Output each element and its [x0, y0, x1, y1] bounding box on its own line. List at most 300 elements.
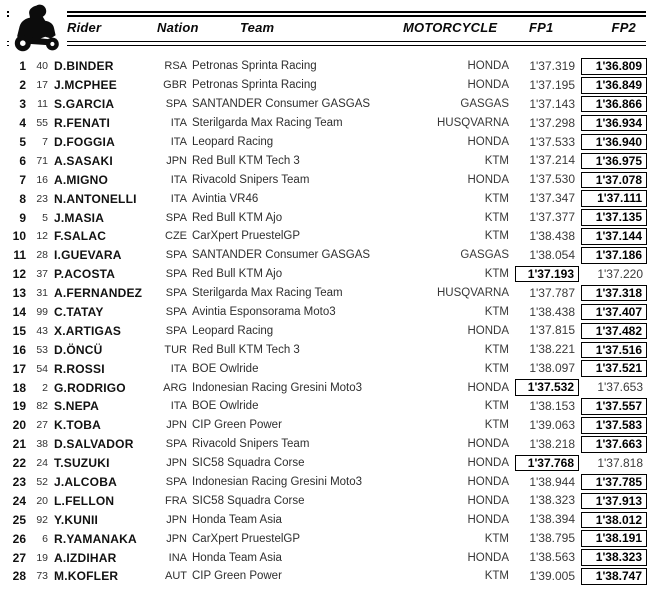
fp1-time-cell	[509, 78, 579, 93]
fp2-time-cell	[579, 568, 649, 585]
motorcycle-cell: HONDA	[467, 173, 509, 186]
nation-cell: JPN	[166, 154, 187, 167]
fp1-time: 1'37.533	[529, 134, 575, 149]
column-header-motorcycle: MOTORCYCLE	[403, 20, 498, 35]
rider-number-cell: 37	[36, 268, 48, 281]
fp1-time-cell	[509, 266, 579, 283]
rider-name-cell: R.ROSSI	[54, 361, 105, 376]
table-row	[2, 303, 649, 322]
rider-name-cell: I.GUEVARA	[54, 248, 122, 263]
position-cell: 12	[12, 267, 26, 282]
fp2-time: 1'37.818	[597, 455, 643, 470]
team-cell: Avintia VR46	[192, 192, 259, 205]
fp2-time-cell	[579, 380, 649, 395]
nation-cell: AUT	[165, 570, 187, 583]
motorcycle-cell: KTM	[484, 570, 509, 583]
rider-number-cell: 31	[36, 287, 48, 300]
rider-number-cell: 5	[42, 211, 48, 224]
nation-cell: RSA	[164, 60, 187, 73]
fp1-time: 1'38.438	[529, 228, 575, 243]
fp1-time: 1'39.063	[529, 417, 575, 432]
rider-number-cell: 53	[36, 343, 48, 356]
team-cell: Leopard Racing	[192, 324, 274, 337]
motorcycle-cell: HONDA	[467, 551, 509, 564]
team-cell: Indonesian Racing Gresini Moto3	[192, 476, 363, 489]
fp2-time-cell	[579, 417, 649, 434]
rider-name-cell: D.SALVADOR	[54, 437, 134, 452]
rider-name-cell: R.FENATI	[54, 116, 111, 131]
fp2-time: 1'38.191	[581, 530, 647, 547]
nation-cell: SPA	[165, 249, 187, 262]
fp2-time-cell	[579, 247, 649, 264]
table-row	[2, 510, 649, 529]
rider-name-cell: F.SALAC	[54, 229, 107, 244]
rider-name-cell: L.FELLON	[54, 493, 115, 508]
table-row	[2, 246, 649, 265]
rider-name-cell: S.NEPA	[54, 399, 99, 414]
header-rule	[7, 11, 646, 13]
nation-cell: JPN	[166, 513, 187, 526]
rider-name-cell: S.GARCIA	[54, 97, 115, 112]
fp1-time-cell	[509, 550, 579, 565]
position-cell: 17	[12, 361, 26, 376]
fp1-time-cell	[509, 172, 579, 187]
column-header-fp1: FP1	[529, 20, 554, 35]
position-cell: 1	[19, 59, 26, 74]
rider-number-cell: 52	[36, 476, 48, 489]
position-cell: 7	[19, 172, 26, 187]
motorcycle-cell: KTM	[484, 362, 509, 375]
table-row	[2, 435, 649, 454]
fp1-time-cell	[509, 191, 579, 206]
motorcycle-cell: HONDA	[467, 324, 509, 337]
motorcycle-cell: KTM	[484, 400, 509, 413]
position-cell: 27	[12, 550, 26, 565]
nation-cell: FRA	[165, 494, 187, 507]
fp1-time: 1'38.323	[529, 493, 575, 508]
table-row	[2, 548, 649, 567]
fp1-time-cell	[509, 323, 579, 338]
team-cell: CIP Green Power	[192, 419, 282, 432]
fp2-time: 1'37.516	[581, 342, 647, 359]
column-header-rider: Rider	[67, 20, 102, 35]
nation-cell: ITA	[170, 362, 187, 375]
fp1-time: 1'38.438	[529, 304, 575, 319]
team-cell: Indonesian Racing Gresini Moto3	[192, 381, 363, 394]
motorcycle-cell: KTM	[484, 192, 509, 205]
table-row	[2, 284, 649, 303]
fp2-time: 1'36.809	[581, 58, 647, 75]
fp2-time-cell	[579, 323, 649, 340]
team-cell: Petronas Sprinta Racing	[192, 60, 317, 73]
nation-cell: GBR	[163, 79, 187, 92]
nation-cell: TUR	[164, 343, 187, 356]
table-row	[2, 491, 649, 510]
fp2-time: 1'37.144	[581, 228, 647, 245]
table-row	[2, 321, 649, 340]
motorcycle-cell: HUSQVARNA	[437, 117, 509, 130]
rider-name-cell: D.BINDER	[54, 59, 114, 74]
table-row	[2, 265, 649, 284]
fp2-time: 1'37.318	[581, 285, 647, 302]
fp1-time-cell	[509, 210, 579, 225]
motorcycle-cell: HONDA	[467, 457, 509, 470]
rider-number-cell: 7	[42, 136, 48, 148]
rider-name-cell: M.KOFLER	[54, 569, 119, 584]
header-rule	[7, 15, 646, 17]
fp2-time-cell	[579, 304, 649, 321]
fp2-time: 1'37.111	[581, 190, 647, 207]
fp2-time-cell	[579, 153, 649, 170]
table-row	[2, 397, 649, 416]
team-cell: Rivacold Snipers Team	[192, 438, 310, 451]
fp1-time: 1'37.377	[529, 210, 575, 225]
rider-number-cell: 20	[36, 494, 48, 507]
nation-cell: SPA	[165, 268, 187, 281]
nation-cell: JPN	[166, 419, 187, 432]
table-row	[2, 133, 649, 152]
fp1-time: 1'37.143	[529, 96, 575, 111]
nation-cell: SPA	[165, 211, 187, 224]
table-row	[2, 170, 649, 189]
rider-number-cell: 23	[36, 192, 48, 205]
rider-name-cell: J.MASIA	[54, 210, 105, 225]
nation-cell: ITA	[170, 136, 187, 148]
position-cell: 23	[12, 475, 26, 490]
fp2-time: 1'37.521	[581, 360, 647, 377]
fp2-time: 1'36.866	[581, 96, 647, 113]
fp2-time-cell	[579, 493, 649, 510]
fp1-time-cell	[509, 512, 579, 527]
rider-name-cell: P.ACOSTA	[54, 267, 116, 282]
table-row	[2, 95, 649, 114]
position-cell: 8	[19, 191, 26, 206]
rider-name-cell: A.MIGNO	[54, 172, 109, 187]
position-cell: 11	[13, 248, 26, 263]
nation-cell: SPA	[165, 98, 187, 111]
fp1-time: 1'38.394	[529, 512, 575, 527]
rider-number-cell: 24	[36, 457, 48, 470]
team-cell: Rivacold Snipers Team	[192, 173, 310, 186]
fp2-time: 1'36.934	[581, 115, 647, 132]
fp2-time: 1'38.747	[581, 568, 647, 585]
fp2-time: 1'38.323	[581, 549, 647, 566]
fp1-time-cell	[509, 342, 579, 357]
motorcycle-cell: KTM	[484, 419, 509, 432]
motorcycle-cell: HONDA	[467, 513, 509, 526]
rider-number-cell: 43	[36, 324, 48, 337]
position-cell: 2	[19, 78, 26, 93]
fp1-time: 1'38.563	[529, 550, 575, 565]
fp1-time: 1'37.298	[529, 115, 575, 130]
position-cell: 4	[19, 116, 26, 131]
nation-cell: JPN	[166, 532, 187, 545]
rider-number-cell: 27	[36, 419, 48, 432]
fp1-time-cell	[509, 493, 579, 508]
fp1-time: 1'38.097	[529, 361, 575, 376]
team-cell: Honda Team Asia	[192, 551, 282, 564]
team-cell: CIP Green Power	[192, 570, 282, 583]
fp2-time: 1'36.849	[581, 77, 647, 94]
motorcycle-cell: HONDA	[467, 381, 509, 394]
fp2-time-cell	[579, 549, 649, 566]
team-cell: SANTANDER Consumer GASGAS	[192, 98, 371, 111]
fp2-time: 1'37.557	[581, 398, 647, 415]
fp1-time: 1'37.214	[529, 153, 575, 168]
nation-cell: SPA	[165, 476, 187, 489]
rider-number-cell: 71	[36, 154, 48, 167]
rider-name-cell: K.TOBA	[54, 418, 101, 433]
position-cell: 6	[19, 153, 26, 168]
fp2-time-cell	[579, 512, 649, 529]
rider-number-cell: 19	[36, 551, 48, 564]
fp2-time-cell	[579, 398, 649, 415]
rider-name-cell: A.SASAKI	[54, 153, 113, 168]
fp1-time-cell	[509, 59, 579, 74]
rider-number-cell: 55	[36, 117, 48, 130]
motorcycle-cell: KTM	[484, 306, 509, 319]
fp1-time-cell	[509, 153, 579, 168]
rider-number-cell: 92	[36, 513, 48, 526]
fp2-time-cell	[579, 456, 649, 471]
position-cell: 15	[12, 323, 26, 338]
nation-cell: CZE	[165, 230, 187, 243]
fp2-time-cell	[579, 172, 649, 189]
position-cell: 19	[12, 399, 26, 414]
table-row	[2, 208, 649, 227]
nation-cell: ITA	[170, 192, 187, 205]
team-cell: Red Bull KTM Tech 3	[192, 154, 300, 167]
fp1-time-cell	[509, 569, 579, 584]
team-cell: Sterilgarda Max Racing Team	[192, 117, 343, 130]
fp2-time: 1'37.583	[581, 417, 647, 434]
column-header-nation: Nation	[157, 20, 199, 35]
motorcycle-cell: HONDA	[467, 136, 509, 148]
fp2-time-cell	[579, 58, 649, 75]
fp1-time: 1'38.221	[529, 342, 575, 357]
motorcycle-cell: HUSQVARNA	[437, 287, 509, 300]
table-row	[2, 416, 649, 435]
rider-name-cell: Y.KUNII	[54, 512, 99, 527]
table-row	[2, 189, 649, 208]
fp2-time: 1'37.663	[581, 436, 647, 453]
rider-name-cell: G.RODRIGO	[54, 380, 126, 395]
results-header	[0, 0, 651, 57]
fp1-time: 1'37.530	[529, 172, 575, 187]
team-cell: SANTANDER Consumer GASGAS	[192, 249, 371, 262]
table-row	[2, 114, 649, 133]
motorcycle-cell: GASGAS	[460, 98, 509, 111]
rider-number-cell: 99	[36, 306, 48, 319]
motorcycle-cell: HONDA	[467, 60, 509, 73]
fp2-time: 1'37.135	[581, 209, 647, 226]
table-row	[2, 359, 649, 378]
nation-cell: JPN	[166, 457, 187, 470]
fp1-time-cell	[509, 418, 579, 433]
motorcycle-cell: HONDA	[467, 494, 509, 507]
nation-cell: SPA	[165, 287, 187, 300]
fp2-time-cell	[579, 474, 649, 491]
fp2-time: 1'36.940	[581, 134, 647, 151]
rider-name-cell: A.FERNANDEZ	[54, 286, 143, 301]
nation-cell: SPA	[165, 438, 187, 451]
rider-number-cell: 82	[36, 400, 48, 413]
rider-number-cell: 2	[42, 381, 48, 394]
fp1-time: 1'38.795	[529, 531, 575, 546]
fp1-time: 1'39.005	[529, 568, 575, 583]
position-cell: 5	[19, 135, 26, 149]
fp1-time-cell	[509, 399, 579, 414]
team-cell: Sterilgarda Max Racing Team	[192, 287, 343, 300]
nation-cell: ITA	[170, 117, 187, 130]
team-cell: SIC58 Squadra Corse	[192, 457, 305, 470]
fp1-time: 1'37.815	[529, 323, 575, 338]
team-cell: CarXpert PruestelGP	[192, 230, 301, 243]
fp2-time-cell	[579, 436, 649, 453]
column-header-fp2: FP2	[611, 20, 636, 35]
table-row	[2, 227, 649, 246]
fp1-time: 1'38.153	[529, 398, 575, 413]
fp1-time-cell	[509, 135, 579, 150]
nation-cell: SPA	[165, 306, 187, 319]
fp2-time-cell	[579, 267, 649, 282]
rider-name-cell: C.TATAY	[54, 305, 104, 320]
fp1-time: 1'38.054	[529, 247, 575, 262]
fp2-time: 1'37.913	[581, 493, 647, 510]
fp2-time-cell	[579, 360, 649, 377]
table-row	[2, 151, 649, 170]
position-cell: 14	[12, 305, 26, 320]
position-cell: 18	[12, 380, 26, 395]
rider-name-cell: D.ÖNCÜ	[54, 342, 103, 357]
position-cell: 21	[12, 437, 26, 452]
motorcycle-cell: KTM	[484, 230, 509, 243]
rider-name-cell: R.YAMANAKA	[54, 531, 137, 546]
fp2-time: 1'36.975	[581, 153, 647, 170]
table-row	[2, 76, 649, 95]
motorcycle-cell: KTM	[484, 268, 509, 281]
fp2-time-cell	[579, 134, 649, 151]
team-cell: Honda Team Asia	[192, 513, 282, 526]
position-cell: 26	[12, 531, 26, 546]
fp2-time-cell	[579, 209, 649, 226]
header-rule	[7, 45, 646, 47]
motorcycle-cell: KTM	[484, 532, 509, 545]
fp2-time-cell	[579, 342, 649, 359]
column-header-team: Team	[240, 20, 275, 35]
team-cell: CarXpert PruestelGP	[192, 532, 301, 545]
fp1-time-cell	[509, 475, 579, 490]
rider-number-cell: 40	[36, 60, 48, 73]
rider-number-cell: 38	[36, 438, 48, 451]
position-cell: 16	[12, 342, 26, 357]
fp1-time-cell	[509, 305, 579, 320]
team-cell: Red Bull KTM Ajo	[192, 268, 283, 281]
position-cell: 3	[19, 97, 26, 112]
team-cell: Red Bull KTM Tech 3	[192, 343, 300, 356]
fp2-time-cell	[579, 190, 649, 207]
fp1-time: 1'37.347	[529, 191, 575, 206]
fp2-time: 1'37.785	[581, 474, 647, 491]
fp2-time: 1'37.220	[597, 266, 643, 281]
fp2-time-cell	[579, 530, 649, 547]
position-cell: 25	[12, 512, 26, 527]
rider-number-cell: 16	[36, 173, 48, 186]
team-cell: Avintia Esponsorama Moto3	[192, 306, 336, 319]
team-cell: BOE Owlride	[192, 400, 259, 413]
rider-number-cell: 11	[37, 98, 48, 111]
nation-cell: INA	[168, 551, 187, 564]
table-row	[2, 473, 649, 492]
fp1-time: 1'37.195	[529, 77, 575, 92]
fp1-time: 1'37.768	[515, 455, 579, 472]
table-row	[2, 57, 649, 76]
team-cell: SIC58 Squadra Corse	[192, 494, 305, 507]
fp1-time-cell	[509, 97, 579, 112]
fp2-time: 1'37.482	[581, 323, 647, 340]
fp1-time-cell	[509, 248, 579, 263]
rider-number-cell: 73	[36, 570, 48, 583]
position-cell: 9	[19, 210, 26, 225]
fp1-time: 1'37.787	[529, 285, 575, 300]
rider-name-cell: N.ANTONELLI	[54, 191, 137, 206]
motorcycle-cell: KTM	[484, 154, 509, 167]
rider-name-cell: T.SUZUKI	[54, 456, 110, 471]
rider-name-cell: J.ALCOBA	[54, 475, 117, 490]
header-rule	[7, 41, 646, 43]
motorcycle-cell: HONDA	[467, 438, 509, 451]
position-cell: 13	[12, 286, 26, 301]
fp2-time: 1'37.186	[581, 247, 647, 264]
fp1-time-cell	[509, 116, 579, 131]
motorcycle-cell: KTM	[484, 211, 509, 224]
fp1-time: 1'37.532	[515, 379, 579, 396]
fp2-time-cell	[579, 115, 649, 132]
nation-cell: SPA	[165, 324, 187, 337]
fp1-time-cell	[509, 229, 579, 244]
rider-number-cell: 6	[42, 532, 48, 545]
rider-number-cell: 17	[36, 79, 48, 92]
nation-cell: ARG	[163, 381, 187, 394]
table-row	[2, 340, 649, 359]
fp1-time: 1'38.944	[529, 474, 575, 489]
motorcycle-cell: HONDA	[467, 476, 509, 489]
position-cell: 28	[12, 569, 26, 584]
team-cell: BOE Owlride	[192, 362, 259, 375]
table-row	[2, 567, 649, 586]
table-row	[2, 378, 649, 397]
team-cell: Petronas Sprinta Racing	[192, 79, 317, 92]
fp1-time: 1'37.193	[515, 266, 579, 283]
fp1-time-cell	[509, 379, 579, 396]
nation-cell: ITA	[170, 173, 187, 186]
rider-name-cell: J.MCPHEE	[54, 78, 117, 93]
fp1-time-cell	[509, 286, 579, 301]
fp1-time-cell	[509, 361, 579, 376]
fp2-time: 1'38.012	[581, 512, 647, 529]
fp2-time: 1'37.653	[597, 380, 643, 395]
position-cell: 20	[12, 418, 26, 433]
rider-name-cell: X.ARTIGAS	[54, 323, 122, 338]
table-row	[2, 454, 649, 473]
results-rows	[2, 57, 649, 586]
rider-number-cell: 28	[36, 249, 48, 262]
team-cell: Red Bull KTM Ajo	[192, 211, 283, 224]
fp1-time-cell	[509, 455, 579, 472]
motorcycle-cell: HONDA	[467, 79, 509, 92]
fp1-time: 1'37.319	[529, 58, 575, 73]
fp2-time-cell	[579, 285, 649, 302]
